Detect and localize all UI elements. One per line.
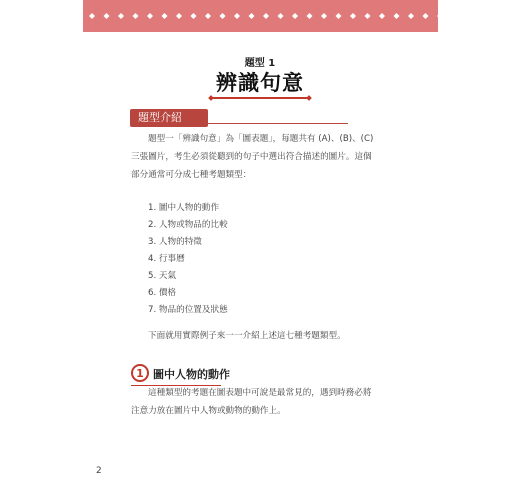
header-diamond-mark (89, 13, 95, 19)
subsection-number-badge: 1 (131, 364, 149, 382)
header-diamond-mark (336, 13, 342, 19)
intro-line-2: 三張圖片，考生必須從聽到的句子中選出符合描述的圖片。這個 (131, 152, 372, 162)
header-diamond-mark (307, 13, 313, 19)
header-diamond-mark (437, 13, 438, 19)
header-diamond-mark (104, 13, 110, 19)
list-item: 3. 人物的特徵 (148, 237, 202, 247)
header-diamond-mark (176, 13, 182, 19)
intro-line-3: 部分通常可分成七種考題類型： (131, 170, 252, 180)
header-diamond-mark (423, 13, 429, 19)
list-item: 2. 人物或物品的比較 (148, 220, 228, 230)
intro-line-1: 題型一「辨識句意」為「圖表題」，每題共有 (A)、(B)、(C) (148, 134, 374, 144)
header-diamond-mark (394, 13, 400, 19)
page-number: 2 (96, 466, 102, 476)
transition-paragraph (131, 327, 393, 345)
subsection-line-2: 注意力放在圖片中人物或動物的動作上。 (131, 406, 286, 416)
list-item: 7. 物品的位置及狀態 (148, 305, 228, 315)
header-diamond-mark (191, 13, 197, 19)
list-item: 5. 天氣 (148, 271, 177, 281)
header-diamond-mark (205, 13, 211, 19)
page-title: 辨識句意 (216, 70, 304, 95)
subsection-title: 圖中人物的動作 (153, 368, 230, 381)
intro-paragraph (131, 130, 393, 184)
header-diamond-mark (162, 13, 168, 19)
header-diamond-mark (350, 13, 356, 19)
list-item: 4. 行事曆 (148, 254, 185, 264)
header-decoration-band (83, 0, 438, 32)
header-diamond-mark (278, 13, 284, 19)
header-diamond-mark (133, 13, 139, 19)
header-diamond-mark (321, 13, 327, 19)
header-diamond-mark (234, 13, 240, 19)
subsection-paragraph (131, 384, 393, 420)
diamond-pattern-icon (83, 9, 438, 23)
header-diamond-mark (220, 13, 226, 19)
header-diamond-mark (263, 13, 269, 19)
header-diamond-mark (147, 13, 153, 19)
title-underline (213, 97, 307, 99)
header-diamond-mark (292, 13, 298, 19)
question-type-label: 題型 1 (244, 58, 276, 69)
header-diamond-mark (249, 13, 255, 19)
header-diamond-mark (365, 13, 371, 19)
header-diamond-mark (379, 13, 385, 19)
transition-text: 下面就用實際例子來一一介紹上述這七種考題類型。 (148, 331, 346, 341)
subsection-line-1: 這種類型的考題在圖表題中可說是最常見的，遇到時務必將 (148, 388, 372, 398)
question-type-list (148, 200, 228, 319)
header-diamond-mark (118, 13, 124, 19)
list-item: 1. 圖中人物的動作 (148, 203, 220, 213)
header-diamond-mark (408, 13, 414, 19)
section-tag-line (208, 123, 348, 124)
list-item: 6. 價格 (148, 288, 177, 298)
section-tag: 題型介紹 (130, 109, 208, 127)
